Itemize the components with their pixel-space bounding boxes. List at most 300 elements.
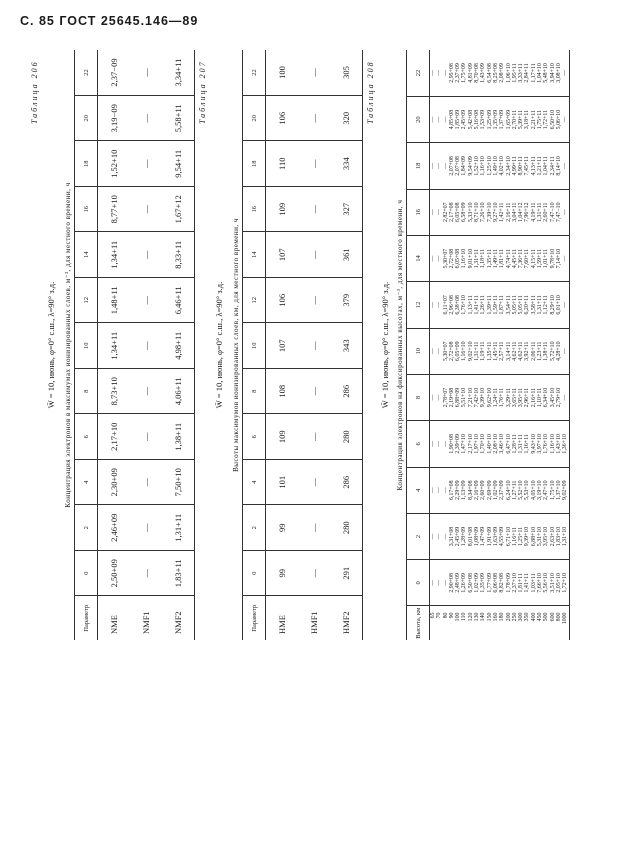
table-cell: 3,04+11 bbox=[512, 189, 518, 235]
table-cell: 3,65+11 bbox=[512, 374, 518, 420]
table-cell: 1,49+10 bbox=[493, 143, 499, 189]
table-cell: 1,26+11 bbox=[480, 282, 486, 328]
hour-header: 22 bbox=[407, 50, 430, 96]
table-cell: 2,47+10 bbox=[543, 467, 549, 513]
table-cell: 2,96+08 bbox=[449, 282, 455, 328]
table-cell: 6,05+08 bbox=[455, 235, 461, 281]
height-value: 140 bbox=[480, 612, 487, 622]
table-cell: 7,26+10 bbox=[480, 189, 486, 235]
table-cell: 8,14+10 bbox=[556, 143, 562, 189]
table-206-body bbox=[98, 50, 195, 640]
table-cell: 6,50+10 bbox=[550, 96, 556, 142]
table-cell: 2,37+10 bbox=[512, 560, 518, 606]
table-cell: 4,19+11 bbox=[531, 189, 537, 235]
table-cell: 3,19+10 bbox=[537, 467, 543, 513]
table-cell: 4,15+11 bbox=[531, 235, 537, 281]
table-cell: — bbox=[436, 96, 442, 142]
table-cell: — bbox=[436, 282, 442, 328]
table-cell: 1,45+11 bbox=[493, 328, 499, 374]
table-cell: 1,31+11 bbox=[474, 235, 480, 281]
table-cell: 9,27+10 bbox=[493, 189, 499, 235]
table-cell: 2,17+08 bbox=[449, 189, 455, 235]
table-cell: 334 bbox=[330, 141, 363, 187]
row-label: NMF1 bbox=[141, 611, 151, 634]
height-value: 130 bbox=[474, 612, 481, 622]
table-cell: — bbox=[436, 50, 442, 96]
table-cell: — bbox=[430, 96, 437, 142]
table-cell: 5,39+11 bbox=[518, 96, 524, 142]
table-cell: 1,02+09 bbox=[493, 467, 499, 513]
table-208 bbox=[366, 50, 570, 640]
table-cell: 7,45+11 bbox=[524, 143, 530, 189]
table-cell: 5,16+08 bbox=[474, 96, 480, 142]
hour-header: 2 bbox=[243, 505, 266, 551]
table-cell: — bbox=[298, 278, 330, 324]
height-value: 200 bbox=[505, 612, 512, 622]
table-cell: 1,49+11 bbox=[493, 235, 499, 281]
table-cell: — bbox=[130, 96, 162, 142]
table-cell: 2,72+08 bbox=[449, 328, 455, 374]
table-cell: — bbox=[443, 560, 449, 606]
table-cell: 1,13+09 bbox=[461, 467, 467, 513]
table-cell: 9,62+10 bbox=[487, 374, 493, 420]
table-cell: 2,60+11 bbox=[543, 189, 549, 235]
table-cell: 1,03+11 bbox=[531, 560, 537, 606]
table-cell: 1,27+11 bbox=[512, 467, 518, 513]
table-cell: 4,81+09 bbox=[468, 50, 474, 96]
table-cell: 1,43+09 bbox=[480, 50, 486, 96]
table-cell: 3,46+10 bbox=[499, 421, 505, 467]
table-cell: 9,01+10 bbox=[468, 235, 474, 281]
table-cell: 107 bbox=[266, 232, 299, 278]
table-cell: 1,59+11 bbox=[537, 235, 543, 281]
table-cell: — bbox=[430, 143, 437, 189]
hour-header: 8 bbox=[75, 369, 98, 415]
table-cell: 1,97+10 bbox=[474, 421, 480, 467]
table-row bbox=[562, 50, 569, 640]
height-header: Высота, км bbox=[407, 606, 430, 640]
table-cell: 1,04+11 bbox=[543, 143, 549, 189]
table-cell: 1,37+10 bbox=[556, 467, 562, 513]
table-cell: — bbox=[436, 374, 442, 420]
table-cell: 1,25+09 bbox=[487, 96, 493, 142]
table-208-group-title: Концентрация электронов на фиксированных высотах, м⁻³, для местного времени, ч bbox=[396, 199, 404, 491]
table-cell: 3,45+10 bbox=[550, 374, 556, 420]
table-cell: 3,54+11 bbox=[506, 282, 512, 328]
table-cell: 2,82+07 bbox=[443, 189, 449, 235]
table-206-grid bbox=[74, 50, 195, 640]
table-cell: 1,21+11 bbox=[537, 143, 543, 189]
param-header: Параметр bbox=[243, 596, 266, 640]
table-cell: 3,94+10 bbox=[550, 50, 556, 96]
table-cell: 1,59+11 bbox=[493, 282, 499, 328]
table-cell: — bbox=[443, 467, 449, 513]
table-cell: 4,13+11 bbox=[531, 143, 537, 189]
hour-header: 4 bbox=[407, 467, 430, 513]
table-row bbox=[98, 50, 131, 640]
table-cell: 1,65+09 bbox=[506, 96, 512, 142]
table-cell: 320 bbox=[330, 96, 363, 142]
table-207 bbox=[198, 50, 366, 640]
table-cell: 2,70+11 bbox=[512, 96, 518, 142]
table-cell: — bbox=[562, 235, 569, 281]
table-cell: 7,39+10 bbox=[487, 189, 493, 235]
table-cell: 1,18+11 bbox=[480, 235, 486, 281]
table-cell: 109 bbox=[266, 414, 299, 460]
table-cell: 1,16+10 bbox=[550, 421, 556, 467]
table-cell: 99 bbox=[266, 551, 299, 597]
height-value: 600 bbox=[549, 612, 556, 622]
table-cell: 1,43+10 bbox=[556, 421, 562, 467]
table-cell: 2,08+09 bbox=[499, 50, 505, 96]
table-cell: 8,71+10 bbox=[474, 189, 480, 235]
table-cell: 291 bbox=[330, 551, 363, 597]
table-cell: 7,50+10 bbox=[162, 460, 195, 506]
table-cell: 286 bbox=[330, 460, 363, 506]
table-cell: 106 bbox=[266, 278, 299, 324]
table-cell: 5,30+07 bbox=[443, 328, 449, 374]
table-cell: 6,54+08 bbox=[487, 50, 493, 96]
table-cell: 6,46+11 bbox=[162, 278, 195, 324]
table-cell: 8,70+08 bbox=[474, 50, 480, 96]
height-value: 400 bbox=[530, 612, 537, 622]
table-207-group-title: Высоты максимумов ионизированных слоев, км, для местного времени, ч bbox=[232, 218, 240, 472]
hour-header: 0 bbox=[243, 551, 266, 597]
table-cell: — bbox=[436, 235, 442, 281]
table-cell: 3,31+08 bbox=[449, 513, 455, 559]
hour-header: 22 bbox=[243, 50, 266, 96]
table-207-header-row bbox=[243, 50, 266, 640]
hour-header: 16 bbox=[407, 189, 430, 235]
table-cell: — bbox=[430, 235, 437, 281]
rotated-content bbox=[30, 50, 570, 640]
table-cell: 2,96+11 bbox=[524, 374, 530, 420]
table-cell: — bbox=[443, 421, 449, 467]
height-value: 450 bbox=[537, 612, 544, 622]
table-cell: 9,39+10 bbox=[524, 513, 530, 559]
table-cell: 2,37−09 bbox=[98, 50, 131, 96]
table-cell: 6,47+10 bbox=[506, 421, 512, 467]
table-cell: 6,38+08 bbox=[455, 282, 461, 328]
table-cell: 7,14+10 bbox=[556, 235, 562, 281]
height-value: 160 bbox=[492, 612, 499, 622]
table-cell: 2,69+09 bbox=[487, 467, 493, 513]
table-cell: 7,21+10 bbox=[468, 374, 474, 420]
table-cell: — bbox=[562, 328, 569, 374]
table-cell: 9,43+10 bbox=[531, 421, 537, 467]
table-cell: — bbox=[430, 421, 437, 467]
table-cell: — bbox=[436, 560, 442, 606]
table-cell: 2,72+08 bbox=[449, 235, 455, 281]
table-cell: — bbox=[562, 282, 569, 328]
table-cell: 1,52+10 bbox=[474, 143, 480, 189]
table-cell: 3,33+11 bbox=[518, 50, 524, 96]
hour-header: 22 bbox=[75, 50, 98, 96]
table-cell: 1,91+09 bbox=[487, 513, 493, 559]
table-207-body bbox=[266, 50, 363, 640]
table-cell: — bbox=[298, 323, 330, 369]
table-cell: — bbox=[298, 187, 330, 233]
hour-header: 8 bbox=[407, 374, 430, 420]
table-cell: — bbox=[562, 189, 569, 235]
table-cell: 1,04+12 bbox=[518, 189, 524, 235]
table-cell: 2,45+09 bbox=[455, 513, 461, 559]
table-208-body bbox=[430, 50, 570, 640]
table-cell: — bbox=[436, 328, 442, 374]
table-cell: 2,05+10 bbox=[556, 560, 562, 606]
table-cell: 4,06+11 bbox=[162, 369, 195, 415]
table-cell: 5,33+10 bbox=[468, 189, 474, 235]
table-cell: 1,42+11 bbox=[499, 189, 505, 235]
table-cell: 1,31+11 bbox=[537, 189, 543, 235]
hour-header: 14 bbox=[243, 232, 266, 278]
table-cell: 1,72+11 bbox=[543, 96, 549, 142]
height-value: 300 bbox=[518, 612, 525, 622]
table-cell: 1,48+11 bbox=[98, 278, 131, 324]
table-cell: 5,05+11 bbox=[512, 282, 518, 328]
table-cell: 5,30+07 bbox=[443, 235, 449, 281]
table-cell: 2,29+09 bbox=[455, 467, 461, 513]
height-value: 800 bbox=[555, 612, 562, 622]
table-cell: 3,29+11 bbox=[506, 374, 512, 420]
hour-header: 4 bbox=[75, 460, 98, 506]
table-cell: 9,39+10 bbox=[480, 374, 486, 420]
table-cell: 107 bbox=[266, 323, 299, 369]
table-cell: 9,54+09 bbox=[468, 143, 474, 189]
table-cell: 7,47−10 bbox=[556, 189, 562, 235]
table-cell: 3,95+10 bbox=[543, 513, 549, 559]
height-value: 90 bbox=[448, 612, 455, 619]
table-cell: 1,26+09 bbox=[461, 560, 467, 606]
table-cell: 1,38+11 bbox=[543, 328, 549, 374]
table-cell: 3,34+11 bbox=[162, 50, 195, 96]
table-cell: 3,14+11 bbox=[506, 328, 512, 374]
table-cell: — bbox=[298, 369, 330, 415]
table-cell: 1,19+11 bbox=[480, 328, 486, 374]
table-208-grid bbox=[406, 50, 570, 640]
table-row bbox=[162, 50, 195, 640]
table-cell: 4,05+10 bbox=[531, 467, 537, 513]
table-cell: 3,95+11 bbox=[518, 374, 524, 420]
table-cell: 2,17+10 bbox=[98, 414, 131, 460]
hour-header: 14 bbox=[75, 232, 98, 278]
table-cell: 1,83+11 bbox=[162, 551, 195, 597]
table-cell: 2,16+11 bbox=[506, 189, 512, 235]
table-cell: 3,97+10 bbox=[537, 421, 543, 467]
table-cell: 8,73+10 bbox=[98, 369, 131, 415]
table-cell: 4,98+11 bbox=[162, 323, 195, 369]
table-cell: — bbox=[430, 467, 437, 513]
table-cell: 7,36+11 bbox=[518, 235, 524, 281]
table-208-caption: Таблица 208 bbox=[366, 60, 375, 124]
table-cell: 1,34+11 bbox=[98, 323, 131, 369]
table-cell: 1,31+11 bbox=[518, 421, 524, 467]
hour-header: 2 bbox=[407, 513, 430, 559]
table-cell: 101 bbox=[266, 460, 299, 506]
table-cell: 6,05+08 bbox=[455, 189, 461, 235]
hour-header: 8 bbox=[243, 369, 266, 415]
table-cell: 2,17+10 bbox=[468, 421, 474, 467]
row-label: NMF2 bbox=[162, 596, 195, 640]
table-cell: — bbox=[130, 505, 162, 551]
table-cell: 1,16+11 bbox=[524, 421, 530, 467]
table-cell: 1,47+09 bbox=[480, 513, 486, 559]
table-cell: 1,17+11 bbox=[531, 50, 537, 96]
height-value: 65 bbox=[430, 612, 436, 619]
height-value: 110 bbox=[461, 612, 468, 622]
table-cell: 280 bbox=[330, 505, 363, 551]
table-cell: 1,25+10 bbox=[487, 143, 493, 189]
height-value: 80 bbox=[442, 612, 449, 619]
table-cell: 1,23+11 bbox=[537, 328, 543, 374]
table-cell: 1,35+11 bbox=[487, 328, 493, 374]
table-cell: 2,07+08 bbox=[455, 143, 461, 189]
height-value: 100 bbox=[455, 612, 462, 622]
table-cell: 108 bbox=[266, 369, 299, 415]
table-207-caption: Таблица 207 bbox=[198, 60, 207, 124]
table-cell: 5,58+11 bbox=[162, 96, 195, 142]
table-cell: — bbox=[298, 50, 330, 96]
table-cell: 110 bbox=[266, 141, 299, 187]
table-cell: 7,42+10 bbox=[474, 374, 480, 420]
hour-header: 6 bbox=[407, 421, 430, 467]
table-cell: 2,19+08 bbox=[449, 374, 455, 420]
table-cell: 8,25+08 bbox=[493, 50, 499, 96]
table-cell: 4,62+11 bbox=[518, 328, 524, 374]
table-cell: 8,90+11 bbox=[518, 143, 524, 189]
height-value: 120 bbox=[467, 612, 474, 622]
hour-header: 12 bbox=[75, 278, 98, 324]
table-cell: — bbox=[562, 374, 569, 420]
table-206-header-row bbox=[75, 50, 98, 640]
table-cell: 1,25+11 bbox=[518, 513, 524, 559]
table-cell: 5,51+10 bbox=[461, 374, 467, 420]
table-cell: 1,12+11 bbox=[543, 282, 549, 328]
table-cell: — bbox=[443, 96, 449, 142]
table-cell: 3,51+10 bbox=[550, 560, 556, 606]
table-cell: 2,78+07 bbox=[443, 374, 449, 420]
table-cell: 3,92+11 bbox=[524, 328, 530, 374]
table-cell: — bbox=[130, 141, 162, 187]
table-cell: 2,90+08 bbox=[449, 560, 455, 606]
table-cell: 2,16+11 bbox=[531, 374, 537, 420]
table-cell: 2,79+10 bbox=[556, 374, 562, 420]
table-cell: 8,82+08 bbox=[499, 560, 505, 606]
table-cell: 2,84+11 bbox=[524, 50, 530, 96]
table-cell: 1,47+10 bbox=[461, 421, 467, 467]
table-cell: 1,40+10 bbox=[487, 421, 493, 467]
table-cell: 2,37+09 bbox=[455, 50, 461, 96]
table-cell: — bbox=[298, 414, 330, 460]
table-cell: 1,04+10 bbox=[537, 50, 543, 96]
table-cell: 9,78+10 bbox=[550, 235, 556, 281]
table-cell: — bbox=[443, 50, 449, 96]
hour-header: 20 bbox=[407, 96, 430, 142]
table-cell: — bbox=[562, 143, 569, 189]
table-cell: 6,71+10 bbox=[506, 513, 512, 559]
table-cell: 6,20+11 bbox=[524, 282, 530, 328]
table-cell: — bbox=[130, 232, 162, 278]
table-cell: — bbox=[298, 232, 330, 278]
table-cell: 8,34+08 bbox=[468, 467, 474, 513]
table-cell: — bbox=[430, 282, 437, 328]
table-cell: 379 bbox=[330, 278, 363, 324]
table-cell: 2,21+11 bbox=[531, 96, 537, 142]
table-cell: 2,08+10 bbox=[493, 421, 499, 467]
height-value: 150 bbox=[486, 612, 493, 622]
table-cell: — bbox=[443, 513, 449, 559]
table-cell: 1,31+11 bbox=[537, 282, 543, 328]
table-cell: 1,06+10 bbox=[506, 50, 512, 96]
table-cell: 100 bbox=[266, 50, 299, 96]
table-cell: — bbox=[298, 551, 330, 597]
table-cell: 1,24+11 bbox=[493, 374, 499, 420]
table-cell: 1,76+10 bbox=[543, 421, 549, 467]
table-cell: — bbox=[130, 323, 162, 369]
table-cell: 7,47−10 bbox=[550, 189, 556, 235]
table-cell: 1,81+11 bbox=[499, 235, 505, 281]
table-207-grid bbox=[242, 50, 363, 640]
hour-header: 10 bbox=[243, 323, 266, 369]
table-cell: — bbox=[130, 460, 162, 506]
table-cell: — bbox=[436, 467, 442, 513]
table-cell: 1,16+10 bbox=[461, 328, 467, 374]
table-cell: — bbox=[130, 187, 162, 233]
table-cell: 8,77+10 bbox=[98, 187, 131, 233]
table-206-group-title: Концентрация электронов в максимумах ионизированных слоев, м⁻³, для местного времени, ч bbox=[64, 182, 72, 508]
table-cell: 4,45+11 bbox=[512, 235, 518, 281]
table-cell: 1,63+09 bbox=[493, 513, 499, 559]
table-cell: — bbox=[130, 551, 162, 597]
table-cell: 6,05+09 bbox=[455, 328, 461, 374]
table-cell: — bbox=[298, 141, 330, 187]
table-cell: — bbox=[298, 505, 330, 551]
table-cell: 2,60+09 bbox=[480, 467, 486, 513]
table-cell: 2,06+11 bbox=[531, 328, 537, 374]
table-cell: 4,28+10 bbox=[556, 328, 562, 374]
table-cell: 1,52+10 bbox=[98, 141, 131, 187]
table-cell: 5,48+10 bbox=[543, 50, 549, 96]
table-cell: — bbox=[562, 50, 569, 96]
table-cell: 5,05+11 bbox=[518, 282, 524, 328]
table-cell: 2,30+09 bbox=[98, 460, 131, 506]
table-208-subtitle: W̄ = 10, июнь, φ=0° с.ш., λ=90° з.д. bbox=[380, 281, 390, 409]
table-cell: 6,58+09 bbox=[461, 189, 467, 235]
table-cell: 1,35+09 bbox=[493, 96, 499, 142]
table-cell: 1,38+11 bbox=[162, 414, 195, 460]
table-cell: 109 bbox=[266, 187, 299, 233]
table-cell: 1,37+09 bbox=[499, 96, 505, 142]
hour-header: 6 bbox=[75, 414, 98, 460]
hour-header: 0 bbox=[75, 551, 98, 597]
table-208-header-row bbox=[407, 50, 430, 640]
table-cell: 6,88+10 bbox=[531, 513, 537, 559]
table-cell: 1,39+11 bbox=[487, 282, 493, 328]
table-cell: 106 bbox=[266, 96, 299, 142]
hour-header: 20 bbox=[243, 96, 266, 142]
table-cell: 4,02+10 bbox=[499, 143, 505, 189]
table-cell: — bbox=[298, 96, 330, 142]
table-cell: 2,48+09 bbox=[455, 560, 461, 606]
table-cell: 1,10+11 bbox=[537, 374, 543, 420]
row-label: HMF1 bbox=[309, 611, 319, 634]
table-cell: 305 bbox=[330, 50, 363, 96]
table-cell: 4,62+11 bbox=[512, 328, 518, 374]
table-cell: 6,88+09 bbox=[455, 374, 461, 420]
hour-header: 16 bbox=[75, 187, 98, 233]
table-cell: 1,31+11 bbox=[162, 505, 195, 551]
table-cell: 2,95+08 bbox=[449, 50, 455, 96]
